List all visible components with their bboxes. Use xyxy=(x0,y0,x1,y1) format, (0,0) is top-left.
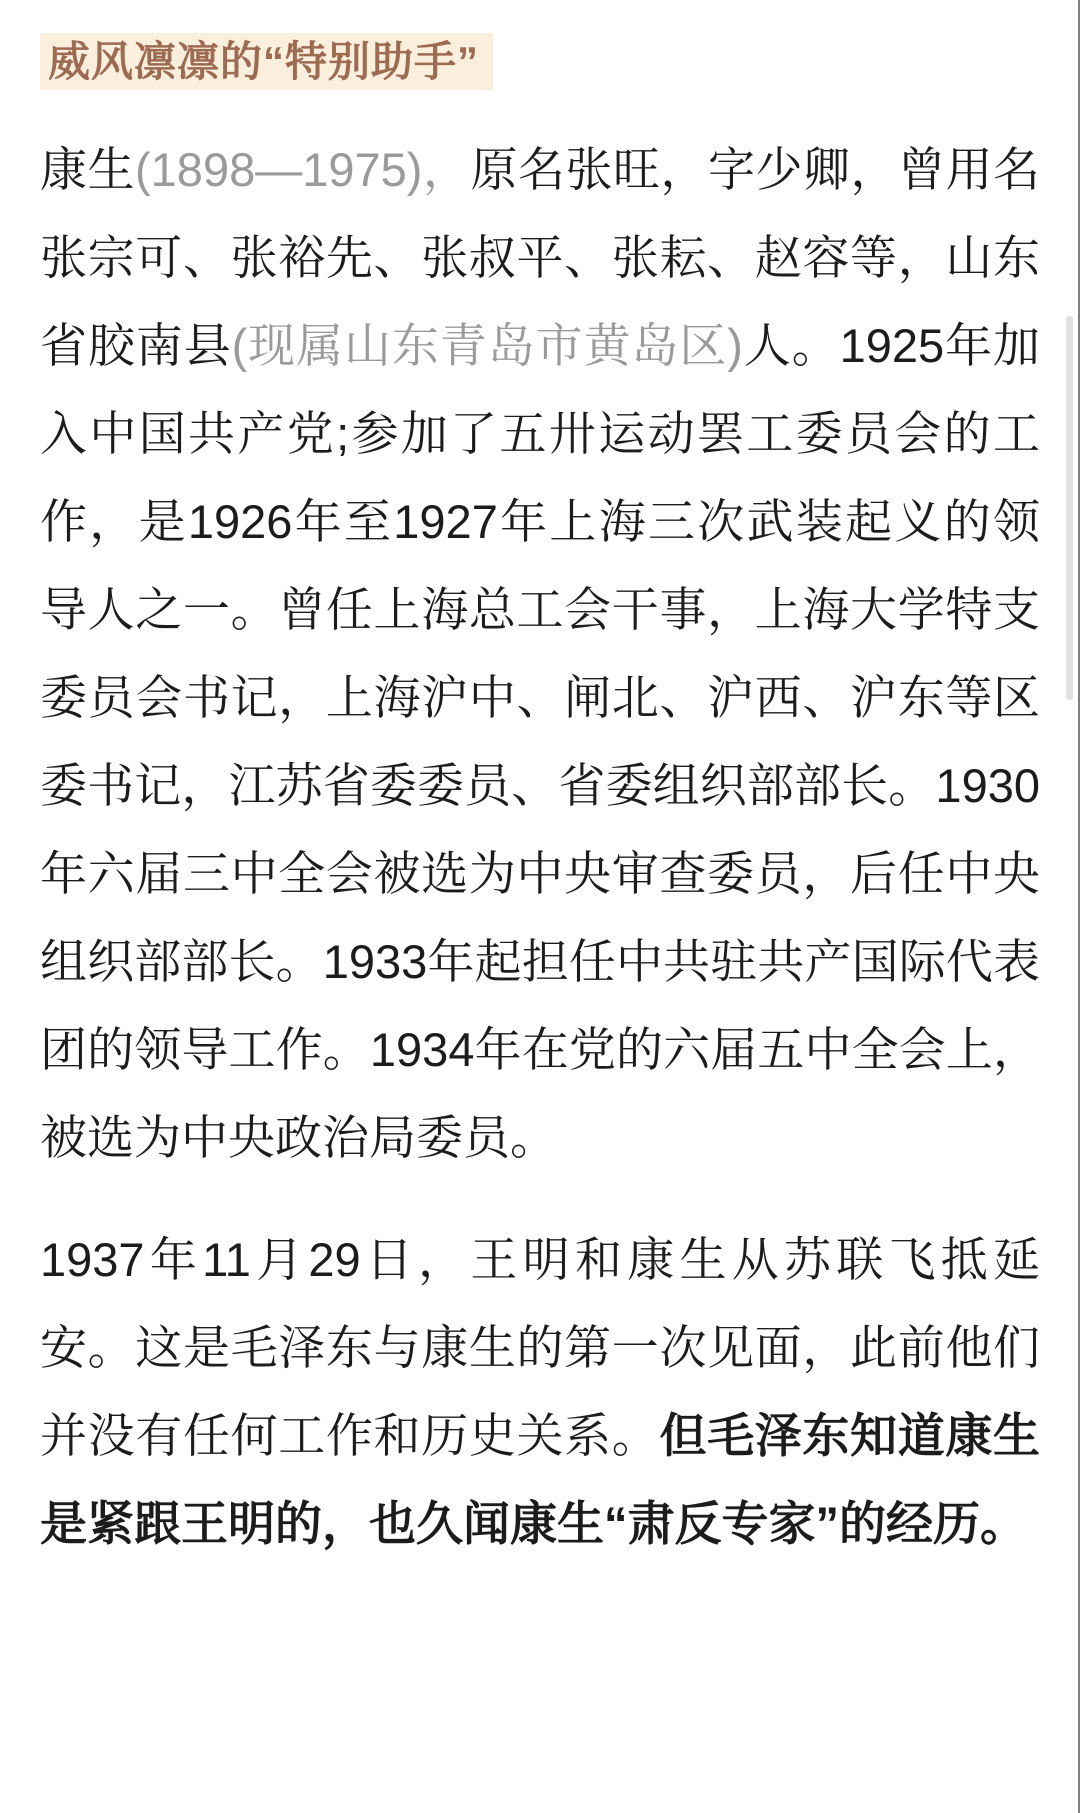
text-segment-aliases: 原名张旺，字少卿，曾用名张宗可、张裕先、张叔平、张耘、赵容等，山东省胶南县 xyxy=(40,143,1041,372)
section-heading: 威风凛凛的“特别助手” xyxy=(40,33,493,90)
text-segment-arrival: 1937年11月29日，王明和康生从苏联飞抵延安。这是毛泽东与康生的第一次见面，此前他们并没有任何工作和历史关系。 xyxy=(40,1233,1040,1462)
scrollbar-thumb[interactable] xyxy=(1066,316,1073,700)
text-segment-lifespan: (1898—1975)， xyxy=(135,143,471,196)
paragraph-bio xyxy=(40,126,1040,1182)
text-segment-career: 人。1925年加入中国共产党;参加了五卅运动罢工委员会的工作，是1926年至1927年上海三次武装起义的领导人之一。曾任上海总工会干事，上海大学特支委员会书记，上海沪中、闸北、沪西、沪东等区委书记，江苏省委委员、省委组织部部长。1930年六届三中全会被选为中央审查委员，后任中央组织部部长。1933年起担任中共驻共产国际代表团的领导工作。1934年在党的六届五中全会上，被选为中央政治局委员。 xyxy=(40,319,1040,1164)
text-segment-name: 康生 xyxy=(40,143,136,196)
paragraph-yanan xyxy=(40,1216,1040,1568)
text-segment-place-note: (现属山东青岛市黄岛区) xyxy=(231,319,743,372)
section-heading-row xyxy=(0,0,1080,90)
article-body xyxy=(0,126,1080,1568)
text-segment-bold-remark: 但毛泽东知道康生是紧跟王明的，也久闻康生“肃反专家”的经历。 xyxy=(40,1409,1041,1550)
